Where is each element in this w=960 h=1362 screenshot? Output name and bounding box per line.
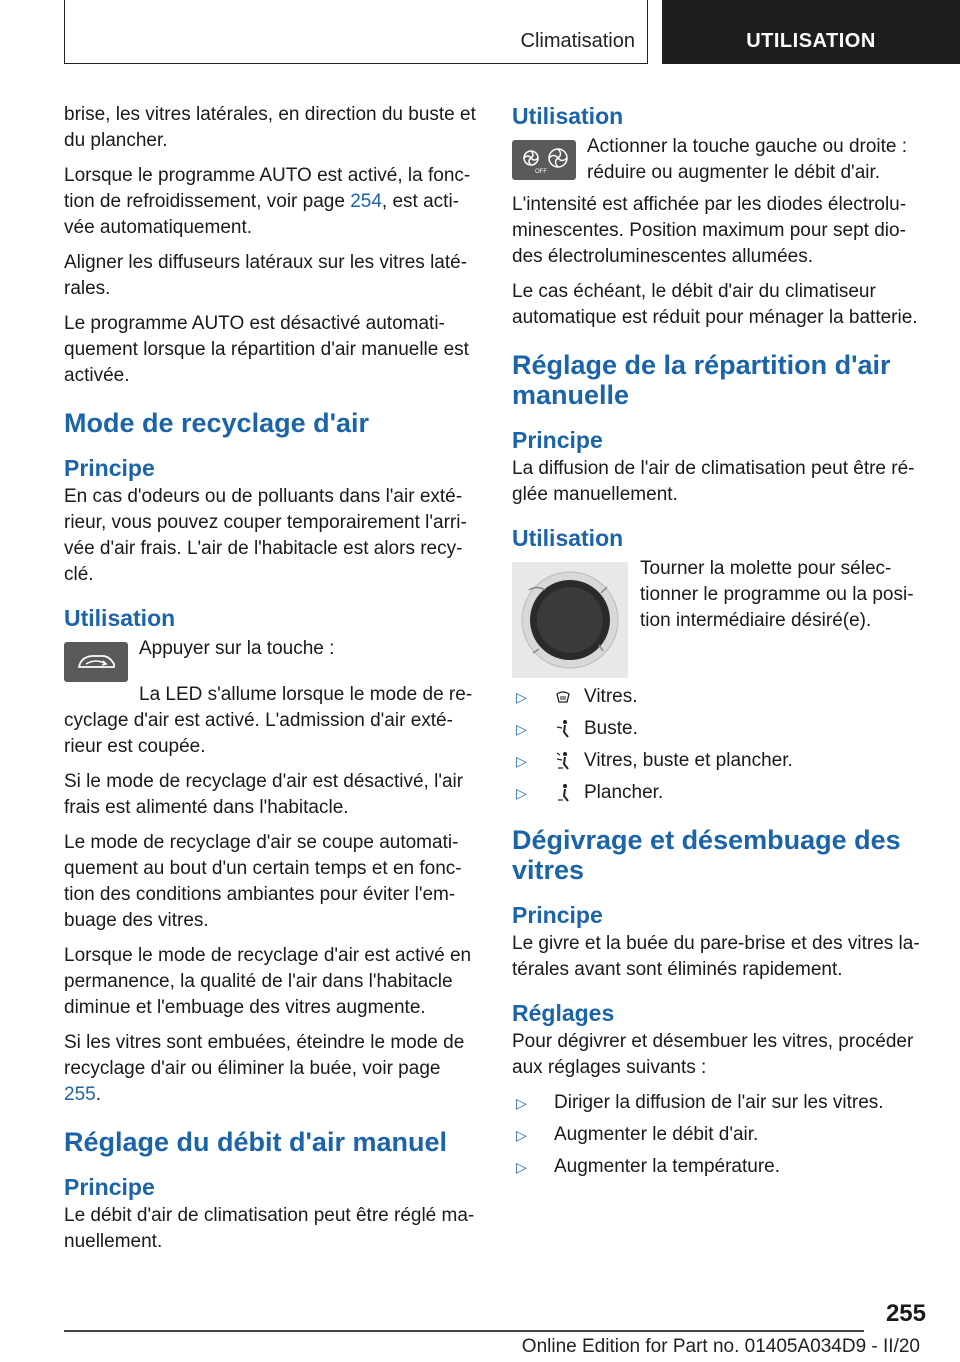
header-section-box xyxy=(64,0,648,64)
header-chapter-tab xyxy=(662,0,960,64)
footwell-icon xyxy=(554,783,572,803)
paragraph: Le cas échéant, le débit d'air du climatiseur automatique est réduit pour ménager la batterie. xyxy=(512,281,918,328)
page-link[interactable]: 254 xyxy=(350,191,382,212)
subsection-heading: Principe xyxy=(512,902,603,928)
paragraph: Le mode de recyclage d'air se coupe automatiquement au bout d'un certain temps et en fonction des conditions ambiantes pour éviter l'embuage des vitres. xyxy=(64,832,462,931)
paragraph: Le débit d'air de climatisation peut être réglé manuellement. xyxy=(64,1205,475,1252)
list-item: ▷ Augmenter le débit d'air. xyxy=(512,1122,924,1148)
recirculation-instruction xyxy=(64,636,476,682)
paragraph: Appuyer sur la touche : xyxy=(139,638,335,659)
body-windshield-footwell-icon xyxy=(554,751,572,771)
list-item: ▷ Vitres. xyxy=(512,684,924,710)
air-distribution-instruction xyxy=(512,556,924,678)
header-section-title: Climatisation xyxy=(520,30,635,52)
subsection-heading: Principe xyxy=(64,1174,155,1200)
paragraph: En cas d'odeurs ou de polluants dans l'air extérieur, vous pouvez couper temporairement l'arrivée d'air frais. L'air de l'habitacle est alors recyclé. xyxy=(64,486,467,585)
page-number: 255 xyxy=(885,1300,926,1327)
subsection-heading: Utilisation xyxy=(512,103,624,129)
header-chapter-title: UTILISATION xyxy=(746,30,876,52)
section-heading: Réglage du débit d'air manuel xyxy=(64,1127,447,1157)
triangle-bullet-icon: ▷ xyxy=(516,1159,527,1175)
fan-buttons-icon xyxy=(512,140,576,180)
paragraph: Si le mode de recyclage d'air est désactivé, l'air frais est alimenté dans l'habitacle. xyxy=(64,771,464,818)
upper-body-icon xyxy=(554,719,572,739)
subsection-heading: Principe xyxy=(512,427,603,453)
paragraph: Tourner la molette pour sélectionner le programme ou la position intermédiaire désiré(e). xyxy=(640,558,914,631)
footer-edition: Online Edition for Part no. 01405A034D9 - II/20 xyxy=(521,1336,920,1357)
triangle-bullet-icon: ▷ xyxy=(516,1095,527,1111)
paragraph: Le givre et la buée du pare-brise et des vitres latérales avant sont éliminés rapidement. xyxy=(512,933,920,980)
steps-list xyxy=(512,1090,924,1180)
triangle-bullet-icon: ▷ xyxy=(516,753,527,769)
list-item: ▷ Diriger la diffusion de l'air sur les vitres. xyxy=(512,1090,924,1116)
paragraph: Si les vitres sont embuées, éteindre le mode de recyclage d'air ou éliminer la buée, voir page 255. xyxy=(64,1032,465,1105)
recirculation-button-icon xyxy=(64,642,128,682)
right-column xyxy=(512,102,924,1186)
paragraph: L'intensité est affichée par les diodes électroluminescentes. Position maximum pour sept diodes électroluminescentes allumées. xyxy=(512,194,907,267)
subsection-heading: Réglages xyxy=(512,1000,615,1026)
paragraph: Lorsque le programme AUTO est activé, la fonction de refroidissement, voir page 254, est activée automatiquement. xyxy=(64,165,471,238)
left-column xyxy=(64,102,476,1264)
list-item: ▷ Plancher. xyxy=(512,780,924,806)
paragraph: La LED s'allume lorsque le mode de recyclage d'air est activé. L'admission d'air extérieur est coupée. xyxy=(64,684,473,757)
section-heading: Dégivrage et désembuage des vitres xyxy=(512,825,901,885)
paragraph: brise, les vitres latérales, en direction du buste et du plancher. xyxy=(64,104,476,151)
subsection-heading: Utilisation xyxy=(64,605,176,631)
list-item: ▷ Vitres, buste et plancher. xyxy=(512,748,924,774)
fan-instruction xyxy=(512,134,924,192)
paragraph: Pour dégivrer et désembuer les vitres, procéder aux réglages suivants : xyxy=(512,1031,914,1078)
triangle-bullet-icon: ▷ xyxy=(516,785,527,801)
section-heading: Réglage de la répartition d'air manuelle xyxy=(512,350,891,410)
subsection-heading: Principe xyxy=(64,455,155,481)
subsection-heading: Utilisation xyxy=(512,525,624,551)
footer-divider xyxy=(64,1330,864,1332)
air-distribution-knob-icon xyxy=(512,562,628,678)
triangle-bullet-icon: ▷ xyxy=(516,689,527,705)
paragraph: Lorsque le mode de recyclage d'air est activé en permanence, la qualité de l'air dans l'habitacle diminue et l'embuage des vitres augmente. xyxy=(64,945,472,1018)
section-heading: Mode de recyclage d'air xyxy=(64,408,370,438)
list-item: ▷ Augmenter la température. xyxy=(512,1154,924,1180)
list-item: ▷ Buste. xyxy=(512,716,924,742)
paragraph: Aligner les diffuseurs latéraux sur les vitres latérales. xyxy=(64,252,468,299)
paragraph: Actionner la touche gauche ou droite : réduire ou augmenter le débit d'air. xyxy=(587,136,908,183)
page-link[interactable]: 255 xyxy=(64,1084,96,1105)
svg-text:OFF: OFF xyxy=(535,169,547,175)
mode-list xyxy=(512,684,924,806)
paragraph: La diffusion de l'air de climatisation peut être réglée manuellement. xyxy=(512,458,915,505)
triangle-bullet-icon: ▷ xyxy=(516,1127,527,1143)
windshield-icon xyxy=(554,690,572,704)
paragraph: Le programme AUTO est désactivé automatiquement lorsque la répartition d'air manuelle est activée. xyxy=(64,313,469,386)
triangle-bullet-icon: ▷ xyxy=(516,721,527,737)
